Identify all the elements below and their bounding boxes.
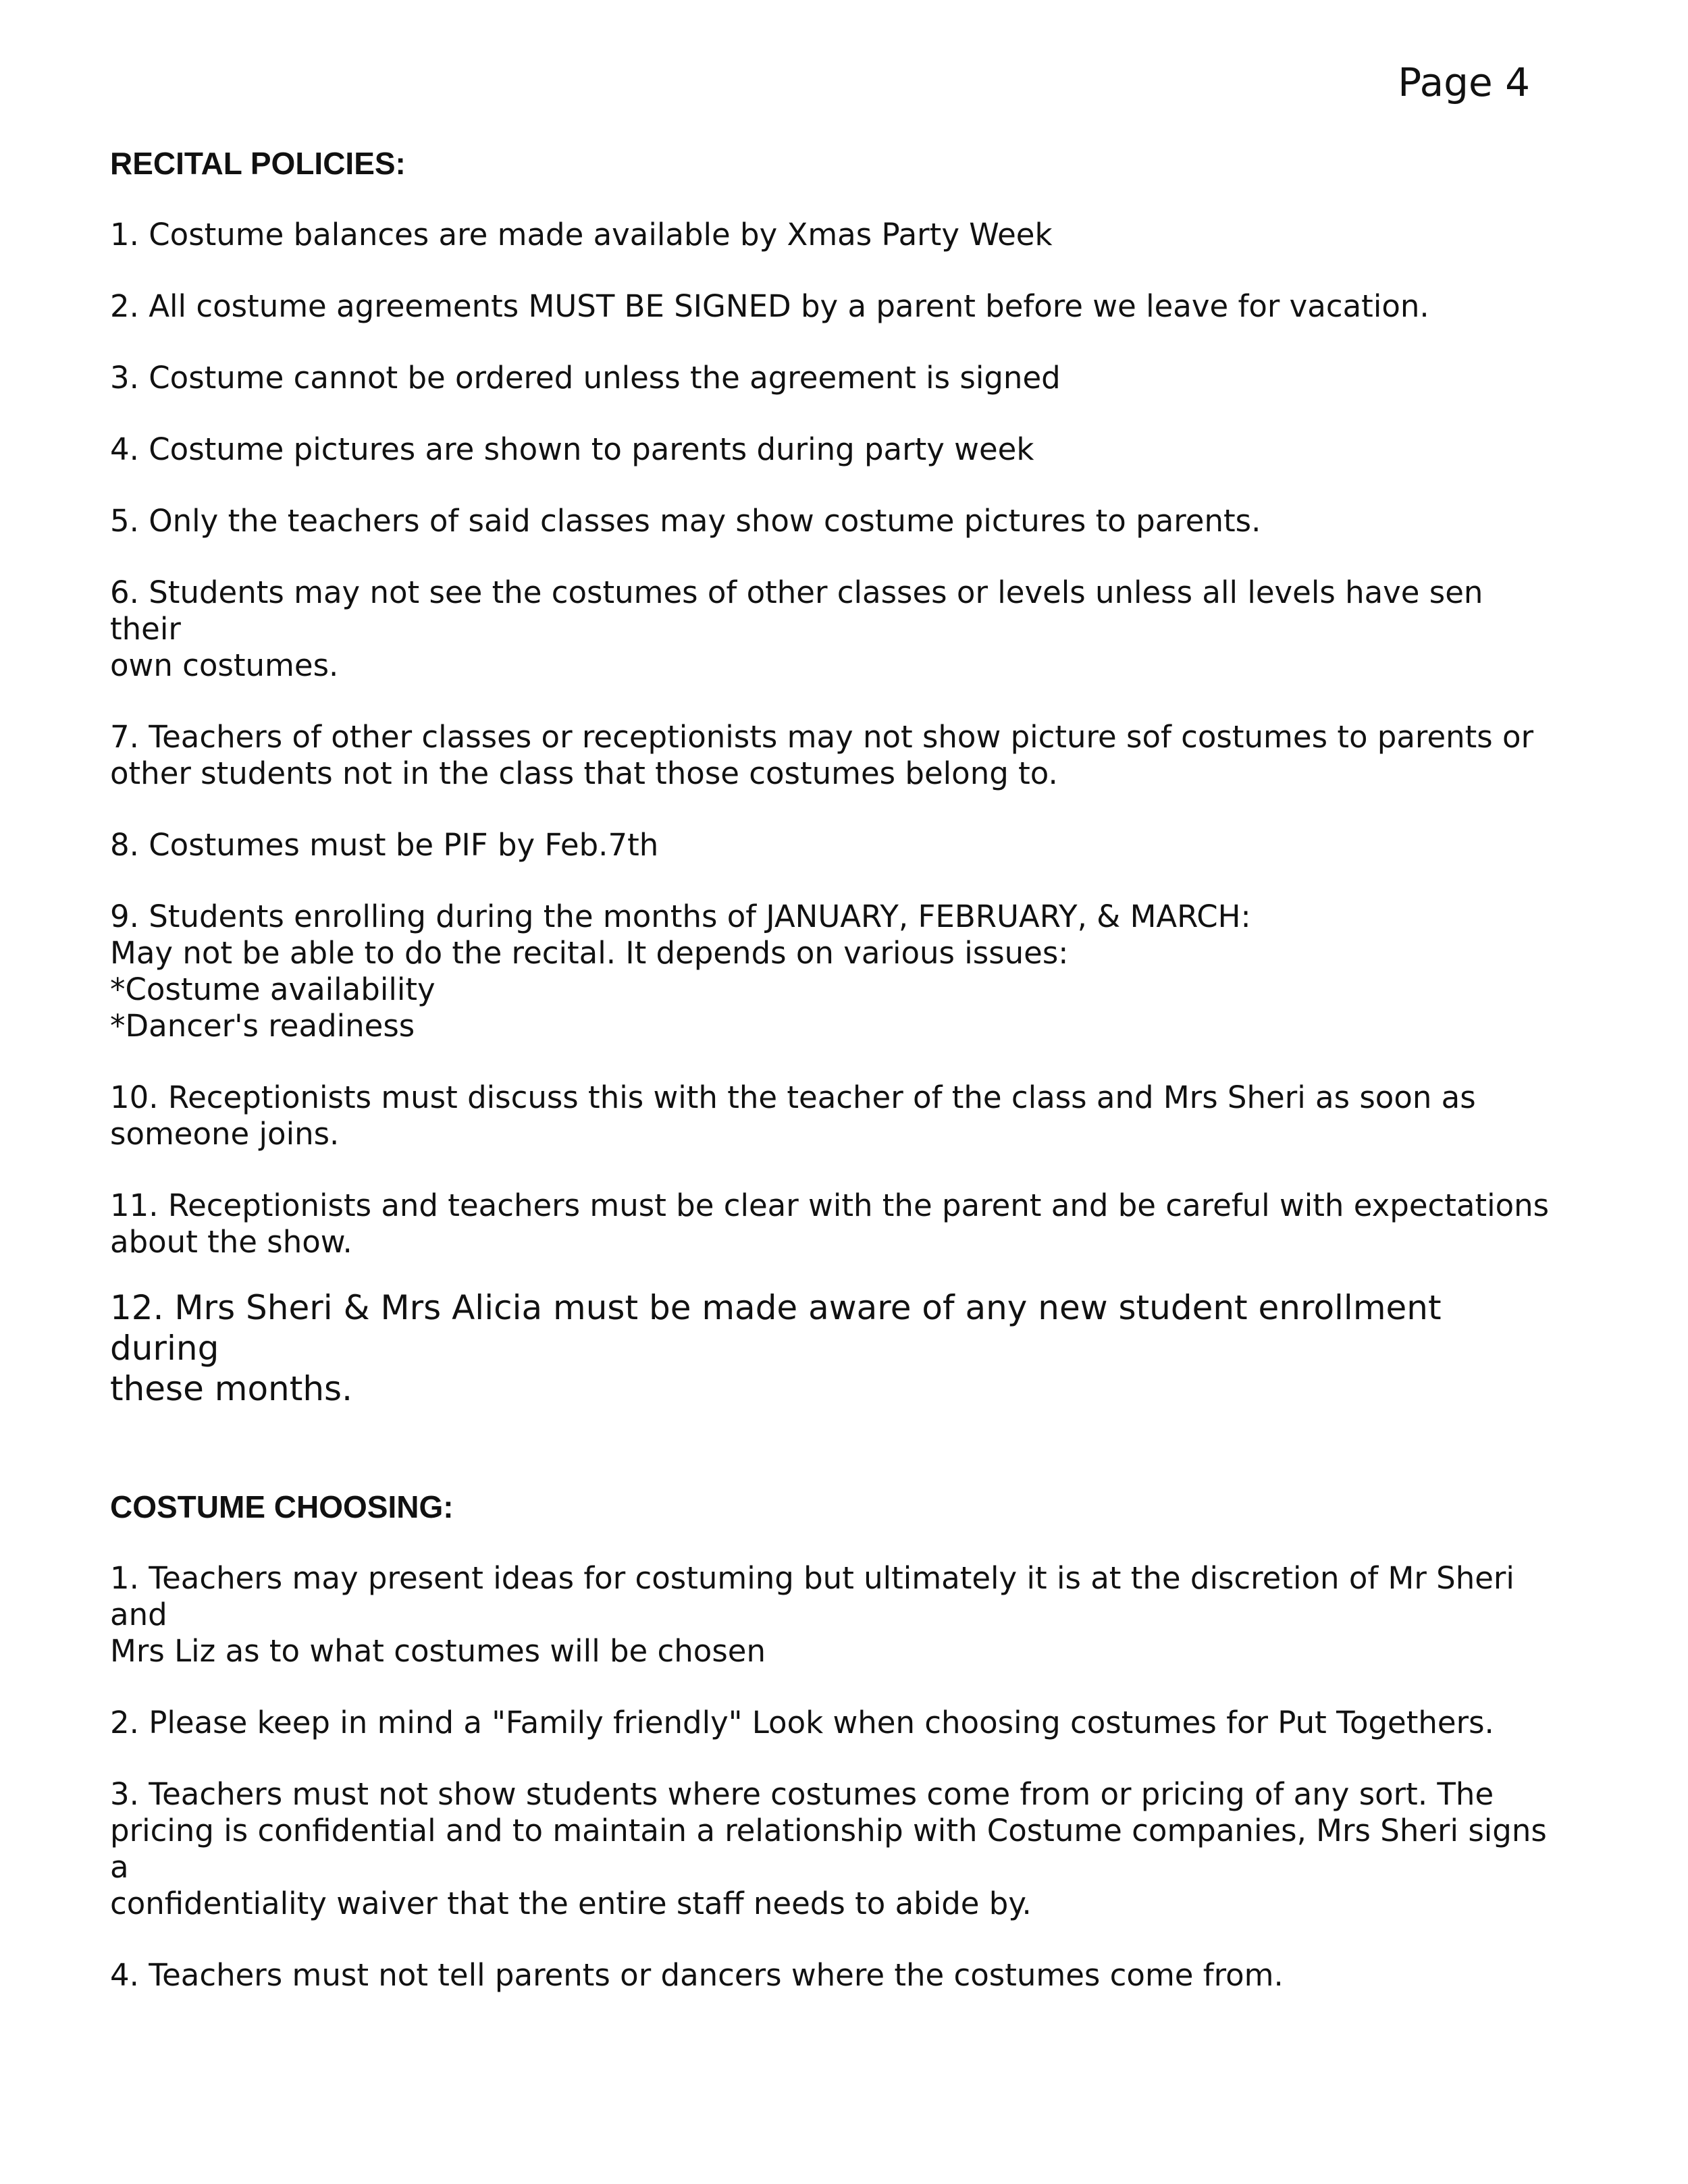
- document-body: [110, 145, 1555, 1994]
- recital-item-1: 1. Costume balances are made available by Xmas Party Week: [110, 217, 1053, 252]
- costume-choosing-heading: COSTUME CHOOSING:: [110, 1489, 454, 1524]
- recital-item-8: 8. Costumes must be PIF by Feb.7th: [110, 827, 659, 863]
- page-number: Page 4: [1398, 59, 1530, 105]
- recital-item-5: 5. Only the teachers of said classes may show costume pictures to parents.: [110, 503, 1261, 539]
- recital-item-3: 3. Costume cannot be ordered unless the agreement is signed: [110, 360, 1061, 396]
- recital-item-6: 6. Students may not see the costumes of other classes or levels unless all levels have sen their own costumes.: [110, 575, 1483, 683]
- recital-item-10: 10. Receptionists must discuss this with the teacher of the class and Mrs Sheri as soon as someone joins.: [110, 1080, 1476, 1152]
- recital-item-9: 9. Students enrolling during the months of JANUARY, FEBRUARY, & MARCH: May not be able to do the recital. It depends on various issues: *Costume availability *Dancer's readiness: [110, 899, 1251, 1044]
- recital-item-12: 12. Mrs Sheri & Mrs Alicia must be made aware of any new student enrollment during these months.: [110, 1288, 1442, 1408]
- costume-item-4: 4. Teachers must not tell parents or dancers where the costumes come from.: [110, 1957, 1284, 1993]
- recital-item-2: 2. All costume agreements MUST BE SIGNED by a parent before we leave for vacation.: [110, 288, 1429, 324]
- costume-item-2: 2. Please keep in mind a "Family friendly" Look when choosing costumes for Put Togethers.: [110, 1705, 1494, 1740]
- recital-item-11: 11. Receptionists and teachers must be clear with the parent and be careful with expectations about the show.: [110, 1188, 1550, 1260]
- recital-policies-heading: RECITAL POLICIES:: [110, 146, 406, 181]
- costume-item-1: 1. Teachers may present ideas for costuming but ultimately it is at the discretion of Mr Sheri and Mrs Liz as to what costumes will be chosen: [110, 1560, 1514, 1669]
- recital-item-4: 4. Costume pictures are shown to parents during party week: [110, 431, 1034, 467]
- recital-item-7: 7. Teachers of other classes or receptionists may not show picture sof costumes to parents or other students not in the class that those costumes belong to.: [110, 719, 1534, 791]
- costume-item-3: 3. Teachers must not show students where costumes come from or pricing of any sort. The pricing is confidential and to maintain a relationship with Costume companies, Mrs Sheri signs a confidentiality waiver that the entire staff needs to abide by.: [110, 1776, 1547, 1921]
